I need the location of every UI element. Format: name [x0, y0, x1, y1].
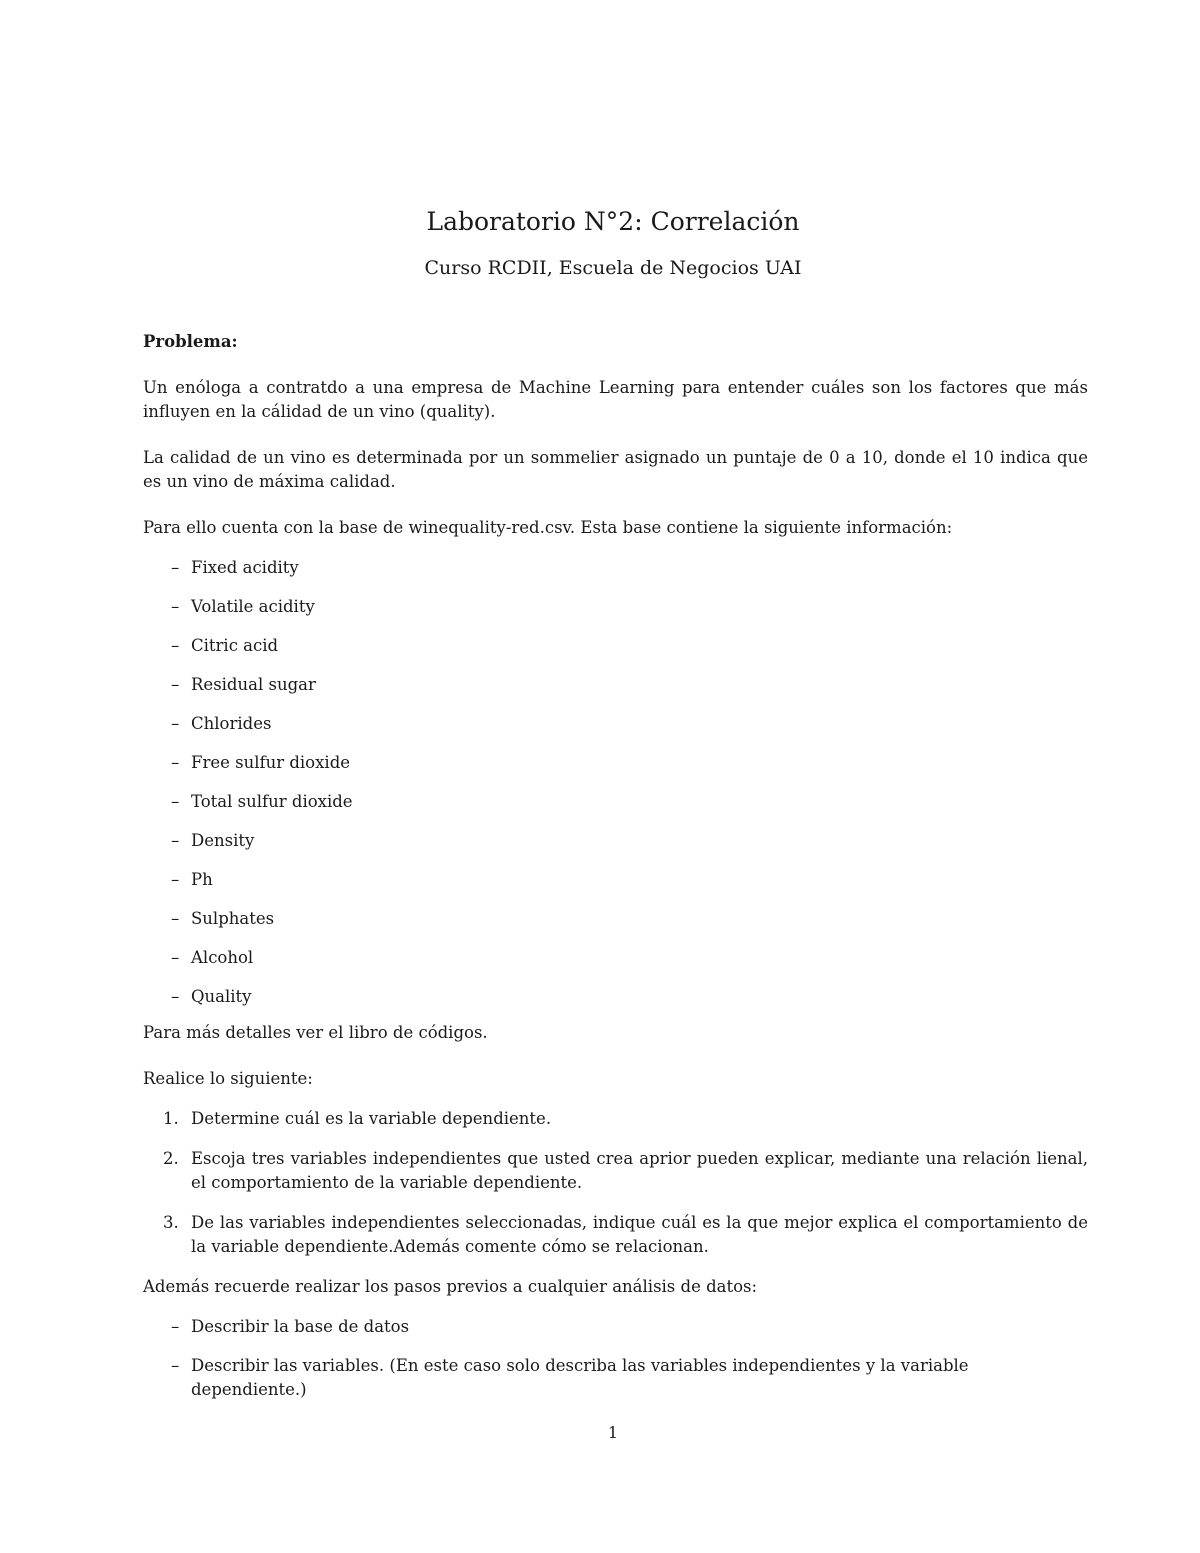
list-item	[143, 946, 1088, 970]
step-text: Describir la base de datos	[191, 1317, 410, 1336]
bullet-dash: –	[171, 714, 180, 733]
task-number: 2.	[163, 1149, 179, 1168]
list-item	[143, 634, 1088, 658]
list-item	[143, 868, 1088, 892]
list-item	[143, 985, 1088, 1009]
variable-name: Chlorides	[191, 714, 272, 733]
page-number: 1	[607, 1423, 619, 1442]
task-text: Determine cuál es la variable dependiente.	[191, 1109, 552, 1128]
problem-paragraph-3: Para ello cuenta con la base de winequality-red.csv. Esta base contiene la siguiente información:	[143, 518, 953, 537]
variable-name: Alcohol	[191, 948, 254, 967]
steps-list	[143, 1315, 1088, 1402]
tasks-list	[143, 1107, 1088, 1259]
variable-name: Sulphates	[191, 909, 275, 928]
task-item	[143, 1211, 1088, 1259]
variable-name: Density	[191, 831, 255, 850]
bullet-dash: –	[171, 909, 180, 928]
list-item	[143, 790, 1088, 814]
variable-name: Citric acid	[191, 636, 279, 655]
list-item	[143, 595, 1088, 619]
page-title: Laboratorio N°2: Correlación	[426, 207, 800, 236]
variables-list	[143, 556, 1088, 1009]
task-text: De las variables independientes seleccionadas, indique cuál es la que mejor explica el comportamiento de la variable dependiente.Además comente cómo se relacionan.	[191, 1213, 1088, 1256]
list-item	[143, 1354, 1088, 1402]
task-number: 3.	[163, 1213, 179, 1232]
list-item	[143, 907, 1088, 931]
bullet-dash: –	[171, 597, 180, 616]
document-body	[143, 330, 1088, 1417]
task-number: 1.	[163, 1109, 179, 1128]
variable-name: Volatile acidity	[191, 597, 315, 616]
steps-intro: Además recuerde realizar los pasos previos a cualquier análisis de datos:	[143, 1277, 758, 1296]
variable-name: Quality	[191, 987, 252, 1006]
variable-name: Total sulfur dioxide	[191, 792, 353, 811]
bullet-dash: –	[171, 1317, 180, 1336]
problem-heading: Problema:	[143, 332, 238, 351]
bullet-dash: –	[171, 1356, 180, 1375]
page-subtitle: Curso RCDII, Escuela de Negocios UAI	[424, 257, 802, 279]
variable-name: Ph	[191, 870, 213, 889]
bullet-dash: –	[171, 831, 180, 850]
problem-paragraph-2: La calidad de un vino es determinada por un sommelier asignado un puntaje de 0 a 10, donde el 10 indica que es un vino de máxima calidad.	[143, 448, 1088, 491]
bullet-dash: –	[171, 870, 180, 889]
list-item	[143, 751, 1088, 775]
list-item	[143, 829, 1088, 853]
task-text: Escoja tres variables independientes que usted crea aprior pueden explicar, mediante una relación lienal, el comportamiento de la variable dependiente.	[191, 1149, 1088, 1192]
problem-paragraph-1: Un enóloga a contratdo a una empresa de Machine Learning para entender cuáles son los factores que más influyen en la cálidad de un vino (quality).	[143, 378, 1088, 421]
details-note: Para más detalles ver el libro de códigos.	[143, 1023, 488, 1042]
bullet-dash: –	[171, 948, 180, 967]
variable-name: Residual sugar	[191, 675, 316, 694]
list-item	[143, 712, 1088, 736]
step-text: Describir las variables. (En este caso solo describa las variables independientes y la variable dependiente.)	[191, 1356, 969, 1399]
list-item	[143, 556, 1088, 580]
bullet-dash: –	[171, 675, 180, 694]
task-item	[143, 1147, 1088, 1195]
task-item	[143, 1107, 1088, 1131]
list-item	[143, 1315, 1088, 1339]
bullet-dash: –	[171, 636, 180, 655]
bullet-dash: –	[171, 753, 180, 772]
bullet-dash: –	[171, 792, 180, 811]
list-item	[143, 673, 1088, 697]
variable-name: Free sulfur dioxide	[191, 753, 351, 772]
variable-name: Fixed acidity	[191, 558, 299, 577]
bullet-dash: –	[171, 987, 180, 1006]
tasks-intro: Realice lo siguiente:	[143, 1069, 313, 1088]
bullet-dash: –	[171, 558, 180, 577]
